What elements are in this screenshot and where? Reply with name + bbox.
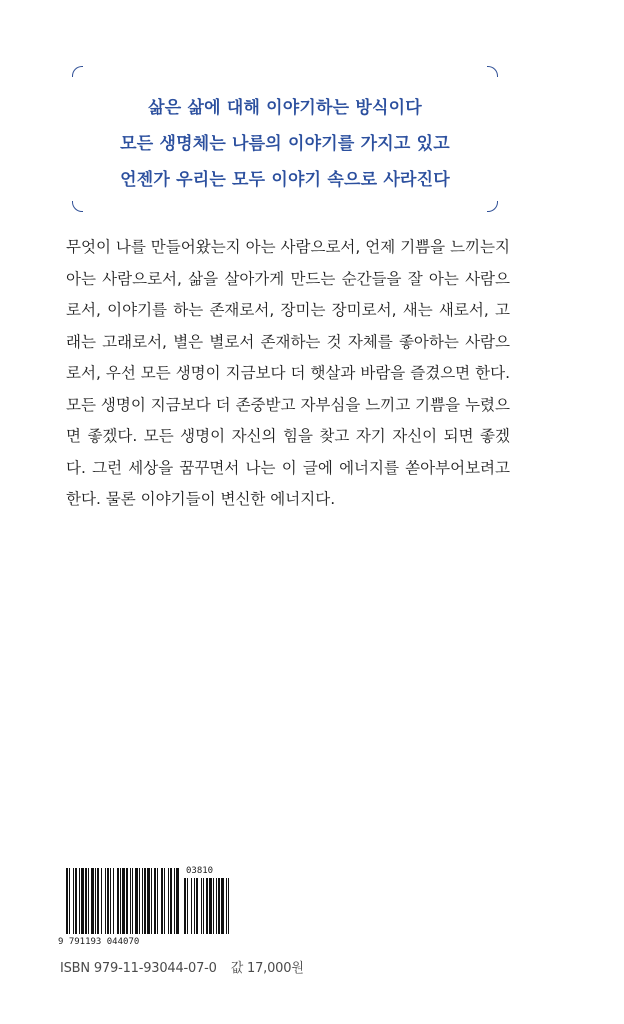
- barcode-addon-bar: [209, 878, 212, 934]
- barcode-bar: [73, 868, 74, 934]
- price: 값 17,000원: [230, 961, 304, 976]
- isbn-price-line: [60, 957, 304, 976]
- barcode-bar: [91, 868, 94, 934]
- barcode-bar: [142, 868, 143, 934]
- frame-corner-top-left: [72, 66, 83, 77]
- barcode-bar: [126, 868, 128, 934]
- barcode-bar: [161, 868, 163, 934]
- barcode-bar: [139, 868, 140, 934]
- barcode-addon-digits: 03810: [186, 866, 214, 876]
- barcode-bar: [168, 868, 169, 934]
- barcode-addon-bars: [184, 878, 229, 934]
- barcode-addon-bar: [206, 878, 208, 934]
- barcode-addon-bar: [218, 878, 220, 934]
- barcode-bar: [107, 868, 109, 934]
- isbn-barcode: [58, 864, 238, 946]
- barcode-bar: [122, 868, 125, 934]
- barcode-bar: [120, 868, 121, 934]
- barcode-addon-bar: [196, 878, 198, 934]
- barcode-bar: [157, 868, 158, 934]
- barcode-bar: [117, 868, 119, 934]
- barcode-bar: [105, 868, 106, 934]
- barcode-bar: [135, 868, 138, 934]
- barcode-bar: [101, 868, 102, 934]
- barcode-main-bars: [66, 868, 179, 934]
- barcode-bar: [97, 868, 99, 934]
- isbn-number: ISBN 979-11-93044-07-0: [60, 961, 217, 976]
- quote-line-2: 모든 생명체는 나름의 이야기를 가지고 있고: [120, 134, 450, 154]
- barcode-bar: [79, 868, 80, 934]
- barcode-addon-bar: [228, 878, 229, 934]
- barcode-bar: [113, 868, 114, 934]
- barcode-bar: [176, 868, 179, 934]
- frame-corner-bottom-left: [72, 201, 83, 212]
- barcode-bar: [75, 868, 77, 934]
- quote-line-3: 언젠가 우리는 모두 이야기 속으로 사라진다: [120, 170, 450, 190]
- quote-frame: [72, 66, 498, 212]
- barcode-bar: [66, 868, 68, 934]
- barcode-bar: [151, 868, 152, 934]
- barcode-addon-bar: [194, 878, 195, 934]
- barcode-bar: [130, 868, 131, 934]
- frame-corner-top-right: [487, 66, 498, 77]
- barcode-addon-bar: [201, 878, 202, 934]
- barcode-bar: [81, 868, 84, 934]
- barcode-addon-bar: [187, 878, 188, 934]
- barcode-addon-bar: [203, 878, 204, 934]
- quote-line-1: 삶은 삶에 대해 이야기하는 방식이다: [148, 98, 422, 118]
- barcode-bar: [154, 868, 156, 934]
- frame-corner-bottom-right: [487, 201, 498, 212]
- barcode-bar: [110, 868, 111, 934]
- barcode-addon-bar: [213, 878, 214, 934]
- barcode-bar: [132, 868, 133, 934]
- quote-text: [72, 90, 498, 198]
- barcode-bar: [164, 868, 165, 934]
- barcode-addon-bar: [184, 878, 186, 934]
- barcode-addon-bar: [226, 878, 227, 934]
- barcode-bar: [147, 868, 150, 934]
- barcode-bar: [95, 868, 96, 934]
- barcode-main-digits: 9 791193 044070: [58, 937, 140, 946]
- barcode-bar: [174, 868, 175, 934]
- barcode-bar: [85, 868, 87, 934]
- barcode-bar: [88, 868, 89, 934]
- barcode-bar: [170, 868, 172, 934]
- body-paragraph: 무엇이 나를 만들어왔는지 아는 사람으로서, 언제 기쁨을 느끼는지 아는 사람으로서, 삶을 살아가게 만드는 순간들을 잘 아는 사람으로서, 이야기를 하는 존재로서, 장미는 장미로서, 새는 새로서, 고래는 고래로서, 별은 별로서 존재하는 것 자체를 좋아하는 사람으로서, 우선 모든 생명이 지금보다 더 햇살과 바람을 즐겼으면 한다. 모든 생명이 지금보다 더 존중받고 자부심을 느끼고 기쁨을 누렸으면 좋겠다. 모든 생명이 자신의 힘을 찾고 자기 자신이 되면 좋겠다. 그런 세상을 꿈꾸면서 나는 이 글에 에너지를 쏟아부어보려고 한다. 물론 이야기들이 변신한 에너지다.: [66, 238, 510, 508]
- barcode-addon-bar: [191, 878, 192, 934]
- barcode-bar: [69, 868, 70, 934]
- barcode-addon-bar: [216, 878, 217, 934]
- barcode-addon-bar: [221, 878, 224, 934]
- barcode-bar: [144, 868, 146, 934]
